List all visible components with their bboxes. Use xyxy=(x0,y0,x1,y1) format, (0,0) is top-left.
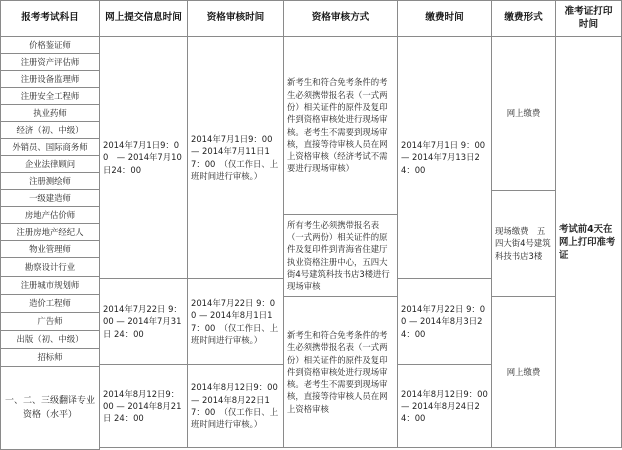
review-time-group-1 xyxy=(188,37,284,279)
review-method-1 xyxy=(284,37,398,215)
review-time-text: 2014年8月12日9：00 — 2014年8月22日17：00 （仅工作日、上班时间进行审核。） xyxy=(191,382,281,430)
subject-label: 企业法律顾问 xyxy=(24,158,76,169)
online-time-group-2 xyxy=(100,279,188,365)
online-time-text: 2014年7月1日9：00 — 2014年7月10日24：00 xyxy=(103,140,182,175)
subject-row xyxy=(0,190,100,207)
pay-form-online-2 xyxy=(492,297,556,448)
review-method-text: 新考生和符合免考条件的考生必须携带报名表（一式两份）相关证件的原件及复印件到资格审核处进行现场审核。老考生不需要到现场审核，直接等待审核人员在网上资格审核（经济考试不需要进行现场审核） xyxy=(287,77,388,174)
subject-label: 注册设备监理师 xyxy=(20,73,80,84)
pay-time-text: 2014年7月1日 9：00 — 2014年7月13日24：00 xyxy=(401,140,494,175)
pay-time-group-3 xyxy=(398,365,492,448)
subject-row xyxy=(0,37,100,54)
subject-row xyxy=(0,71,100,88)
print-time-cell xyxy=(556,37,622,448)
subject-row xyxy=(0,105,100,122)
subject-row xyxy=(0,88,100,105)
pay-time-text: 2014年8月12日9：00 — 2014年8月24日24：00 xyxy=(401,388,491,424)
subject-label: 一级建造师 xyxy=(29,192,71,203)
subject-label: 一、二、三级翻译专业资格（水平） xyxy=(4,396,95,420)
subject-label: 经济（初、中级） xyxy=(16,124,84,135)
header-pay-form: 缴费形式 xyxy=(492,0,556,37)
online-time-text: 2014年7月22日 9：00 — 2014年7月31日 24：00 xyxy=(103,304,182,339)
subject-row xyxy=(0,295,100,313)
subject-row xyxy=(0,224,100,241)
pay-time-group-2 xyxy=(398,279,492,365)
pay-form-text: 网上缴费 xyxy=(506,108,541,119)
review-time-text: 2014年7月22日 9：00 — 2014年8月1日17：00 （仅工作日、上班时间进行审核。） xyxy=(191,297,279,345)
pay-time-text: 2014年7月22日 9：00 — 2014年8月3日24：00 xyxy=(401,304,486,339)
header-pay-time: 缴费时间 xyxy=(398,0,492,37)
review-method-3 xyxy=(284,297,398,448)
online-time-text: 2014年8月12日9：00 — 2014年8月21日 24：00 xyxy=(103,388,182,424)
subject-label: 价格鉴证师 xyxy=(29,39,71,50)
review-time-group-2 xyxy=(188,279,284,365)
subject-row xyxy=(0,277,100,295)
subject-label: 广告师 xyxy=(37,316,63,327)
subject-row xyxy=(0,258,100,277)
subject-label: 物业管理师 xyxy=(29,243,71,254)
subject-label: 注册房地产经纪人 xyxy=(16,226,84,237)
subject-row xyxy=(0,367,100,450)
review-method-2 xyxy=(284,215,398,297)
pay-time-group-1 xyxy=(398,37,492,279)
review-time-text: 2014年7月1日9：00 — 2014年7月11日17：00 （仅工作日、上班时间进行审核。） xyxy=(191,133,279,181)
subject-row xyxy=(0,241,100,258)
subject-row xyxy=(0,313,100,331)
subject-row xyxy=(0,349,100,367)
subject-label: 出版（初、中级） xyxy=(16,334,84,345)
pay-form-text: 网上缴费 xyxy=(506,366,541,377)
subject-label: 注册城市规划师 xyxy=(20,280,80,291)
header-online-time: 网上提交信息时间 xyxy=(100,0,188,37)
subject-label: 注册安全工程师 xyxy=(20,90,80,101)
subject-row xyxy=(0,156,100,173)
subject-label: 房地产估价师 xyxy=(24,209,76,220)
subject-label: 勘察设计行业 xyxy=(24,261,76,272)
header-review-method: 资格审核方式 xyxy=(284,0,398,37)
subject-row xyxy=(0,331,100,349)
review-method-text: 新考生和符合免考条件的考生必须携带报名表（一式两份）相关证件的原件及复印件到资格审核处进行现场审核。老考生不需要到现场审核，直接等待审核人员在网上资格审核 xyxy=(287,329,388,414)
header-review-time: 资格审核时间 xyxy=(188,0,284,37)
pay-form-online-1 xyxy=(492,37,556,191)
pay-form-text: 现场缴费 五四大街4号建筑科技书店3楼 xyxy=(495,226,551,261)
subject-row xyxy=(0,207,100,224)
subject-label: 招标师 xyxy=(37,352,63,363)
subject-row xyxy=(0,54,100,71)
subject-label: 注册测绘师 xyxy=(29,175,71,186)
online-time-group-3 xyxy=(100,365,188,448)
review-method-text: 所有考生必须携带报名表（一式两份）相关证件的原件及复印件到青海省住建厅执业资格注册中心，五四大街4号建筑科技书店3楼进行现场审核 xyxy=(287,219,390,292)
subject-row xyxy=(0,122,100,139)
subject-row xyxy=(0,173,100,190)
subject-label: 造价工程师 xyxy=(29,298,71,309)
review-time-group-3 xyxy=(188,365,284,448)
subject-label: 外销员、国际商务师 xyxy=(12,141,88,152)
print-time-text: 考试前4天在网上打印准考证 xyxy=(559,223,616,261)
header-print-time: 准考证打印时间 xyxy=(556,0,622,37)
subject-label: 注册资产评估师 xyxy=(20,56,80,67)
subject-label: 执业药师 xyxy=(33,107,67,118)
online-time-group-1 xyxy=(100,37,188,279)
pay-form-onsite xyxy=(492,191,556,297)
subject-row xyxy=(0,139,100,156)
header-subject: 报考考试科目 xyxy=(0,0,100,37)
